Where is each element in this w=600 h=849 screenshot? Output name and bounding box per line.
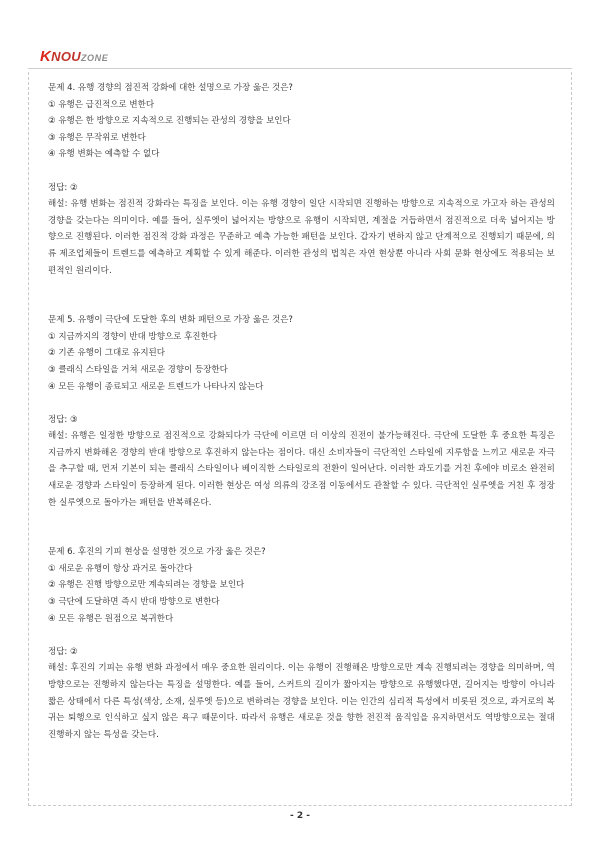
logo-letter-k: K bbox=[40, 48, 52, 65]
question-title: 문제 6. 후진의 기피 현상을 설명한 것으로 가장 옳은 것은? bbox=[48, 547, 266, 558]
header-divider bbox=[28, 68, 572, 69]
answer-line: 정답: ② bbox=[48, 182, 78, 193]
logo-text-nou: NOU bbox=[51, 49, 81, 64]
logo-text-zone: ZONE bbox=[80, 53, 109, 63]
question-block-6 bbox=[48, 544, 555, 743]
page-number: - 2 - bbox=[290, 811, 310, 821]
answer-line: 정답: ③ bbox=[48, 414, 78, 425]
question-option: ③ 극단에 도달하면 즉시 반대 방향으로 변한다 bbox=[48, 597, 220, 608]
explanation-text: 해설: 유행은 일정한 방향으로 점진적으로 강화되다가 극단에 이르면 더 이상의 진전이 불가능해진다. 극단에 도달한 후 중요한 특징은 지금까지 변화해온 경향의 반대 방향으로 후진하지 않는다는 점이다. 대신 소비자들이 극단적인 스타일에 지루함을 느끼고 새로운 자극을 추구할 때, 먼저 기본이 되는 클래식 스타일이나 베이직한 스타일로의 전환이 일어난다. 이러한 과도기를 거친 후에야 비로소 완전히 새로운 경향과 스타일이 등장하게 된다. 이러한 현상은 여성 의류의 강조점 이동에서도 관찰할 수 있다. 극단적인 실루엣을 거친 후 정장한 실루엣으로 돌아가는 패턴을 반복해온다. bbox=[48, 431, 555, 508]
question-title: 문제 5. 유행이 극단에 도달한 후의 변화 패턴으로 가장 옳은 것은? bbox=[48, 315, 293, 326]
explanation-text: 해설: 후진의 기피는 유행 변화 과정에서 매우 중요한 원리이다. 이는 유행이 진행해온 방향으로만 계속 진행되려는 경향을 의미하며, 역방향으로는 진행하지 않는다는 특징을 설명한다. 예를 들어, 스커트의 길이가 짧아지는 방향으로 유행했다면, 길어지는 방향이 아니라 짧은 상태에서 다른 특성(색상, 소재, 실루엣 등)으로 변하려는 경향을 보인다. 이는 인간의 심리적 특성에서 비롯된 것으로, 과거로의 복귀는 퇴행으로 인식하고 싶지 않은 욕구 때문이다. 따라서 유행은 새로운 것을 향한 전진적 움직임을 유지하면서도 역방향으로는 절대 진행하지 않는 특성을 갖는다. bbox=[48, 663, 555, 740]
answer-line: 정답: ② bbox=[48, 646, 78, 657]
question-option: ② 유행은 진행 방향으로만 계속되려는 경향을 보인다 bbox=[48, 580, 245, 591]
question-option: ③ 유행은 무작위로 변한다 bbox=[48, 132, 146, 143]
question-option: ① 유행은 급진적으로 변한다 bbox=[48, 99, 155, 110]
explanation-text: 해설: 유행 변화는 점진적 강화라는 특징을 보인다. 이는 유행 경향이 일단 시작되면 진행하는 방향으로 지속적으로 가고자 하는 관성의 경향을 갖는다는 의미이다. 예를 들어, 실루엣이 넓어지는 방향으로 유행이 시작되면, 계절을 거듭하면서 점진적으로 더욱 넓어지는 방향으로 진행된다. 이러한 점진적 강화 과정은 꾸준하고 예측 가능한 패턴을 보인다. 갑자기 변하지 않고 단계적으로 진행되기 때문에, 의류 제조업체들이 트렌드를 예측하고 계획할 수 있게 해준다. 이러한 관성의 법칙은 자연 현상뿐 아니라 사회 문화 현상에도 적용되는 보편적인 원리이다. bbox=[48, 199, 555, 276]
question-block-5 bbox=[48, 312, 555, 511]
knouzone-logo bbox=[40, 50, 108, 64]
question-option: ③ 클래식 스타일을 거쳐 새로운 경향이 등장한다 bbox=[48, 364, 228, 375]
question-title: 문제 4. 유행 경향의 점진적 강화에 대한 설명으로 가장 옳은 것은? bbox=[48, 83, 293, 93]
question-option: ④ 유행 변화는 예측할 수 없다 bbox=[48, 149, 160, 160]
question-block-4 bbox=[48, 80, 555, 279]
question-option: ④ 모든 유행이 종료되고 새로운 트렌드가 나타나지 않는다 bbox=[48, 381, 264, 392]
question-option: ① 새로운 유행이 항상 과거로 돌아간다 bbox=[48, 563, 193, 574]
question-option: ② 유행은 한 방향으로 지속적으로 진행되는 관성의 경향을 보인다 bbox=[48, 116, 291, 127]
page-content bbox=[48, 80, 555, 743]
question-option: ① 지금까지의 경향이 반대 방향으로 후진한다 bbox=[48, 331, 217, 342]
question-option: ④ 모든 유행은 원점으로 복귀한다 bbox=[48, 613, 174, 624]
question-option: ② 기존 유행이 그대로 유지된다 bbox=[48, 348, 165, 359]
